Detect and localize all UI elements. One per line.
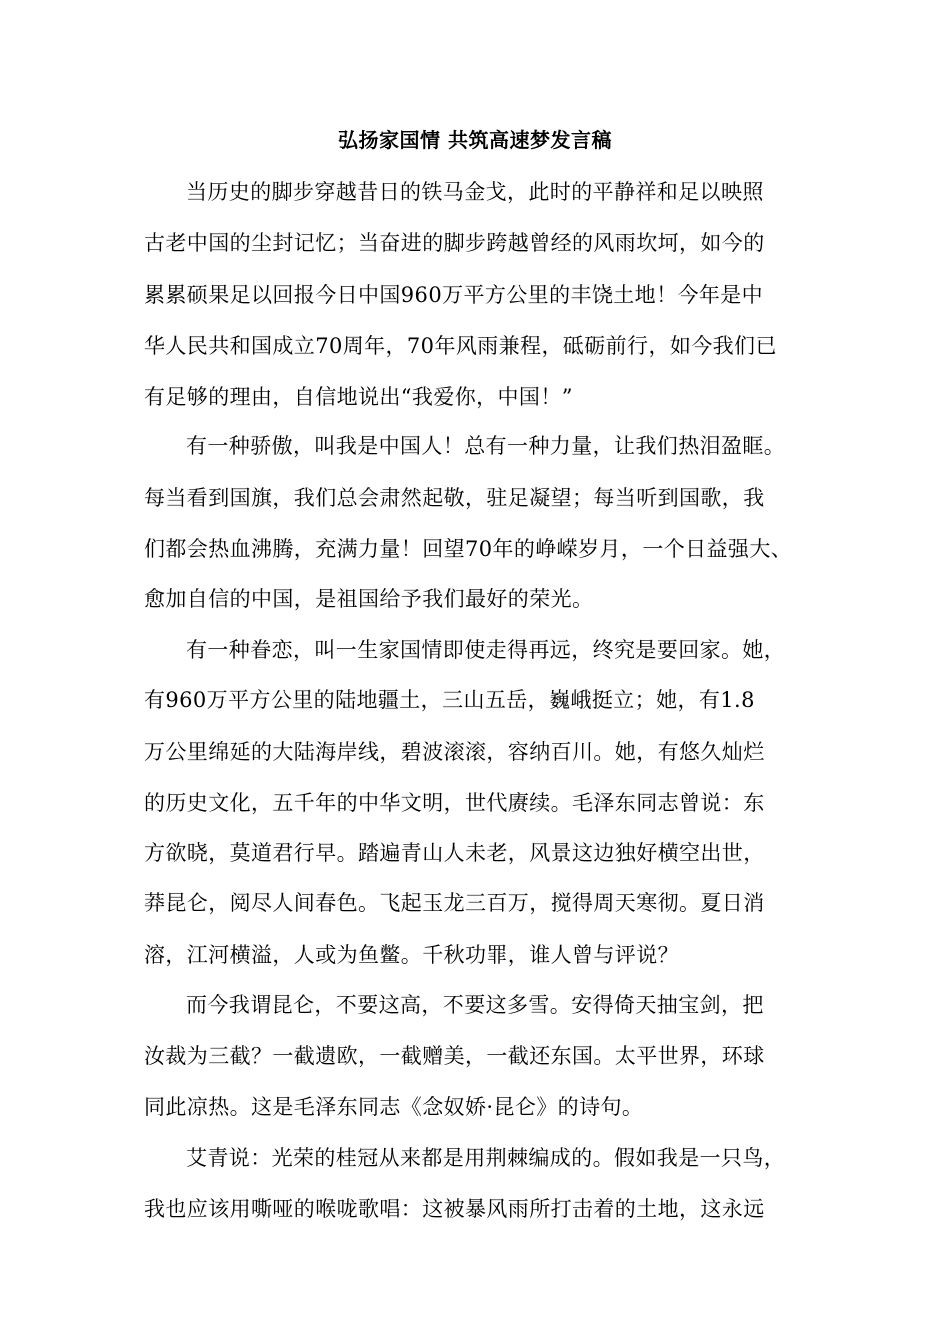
text-line: 们都会热血沸腾，充满力量！回望70年的峥嵘岁月，一个日益强大、 xyxy=(144,537,793,561)
text-line: 有一种眷恋，叫一生家国情即使走得再远，终究是要回家。她， xyxy=(186,638,786,662)
text-line: 当历史的脚步穿越昔日的铁马金戈，此时的平静祥和足以映照 xyxy=(186,180,764,204)
text-line: 华人民共和国成立70周年，70年风雨兼程，砥砺前行，如今我们已 xyxy=(144,334,777,358)
text-line: 累累硕果足以回报今日中国960万平方公里的丰饶土地！今年是中 xyxy=(144,283,764,307)
text-line: 有足够的理由，自信地说出“我爱你，中国！” xyxy=(144,385,573,409)
text-line: 每当看到国旗，我们总会肃然起敬，驻足凝望；每当听到国歌，我 xyxy=(144,486,765,510)
text-line: 方欲晓，莫道君行早。踏遍青山人未老，风景这边独好横空出世， xyxy=(144,841,765,865)
text-line: 的历史文化，五千年的中华文明，世代赓续。毛泽东同志曾说：东 xyxy=(144,791,765,815)
text-line: 莽昆仑，阅尽人间春色。飞起玉龙三百万，搅得周天寒彻。夏日消 xyxy=(144,891,765,915)
text-line: 汝裁为三截？一截遗欧，一截赠美，一截还东国。太平世界，环球 xyxy=(144,1044,765,1068)
text-line: 有一种骄傲，叫我是中国人！总有一种力量，让我们热泪盈眶。 xyxy=(186,434,786,458)
text-line: 万公里绵延的大陆海岸线，碧波滚滚，容纳百川。她，有悠久灿烂 xyxy=(144,740,765,764)
text-line: 我也应该用嘶哑的喉咙歌唱：这被暴风雨所打击着的土地，这永远 xyxy=(144,1197,765,1221)
text-line: 古老中国的尘封记忆；当奋进的脚步跨越曾经的风雨坎坷，如今的 xyxy=(144,231,765,255)
text-line: 而今我谓昆仑，不要这高，不要这多雪。安得倚天抽宝剑，把 xyxy=(186,993,764,1017)
document-title: 弘扬家国情 共筑高速梦发言稿 xyxy=(338,128,612,152)
text-line: 愈加自信的中国，是祖国给予我们最好的荣光。 xyxy=(144,587,594,611)
text-line: 有960万平方公里的陆地疆土，三山五岳，巍峨挺立；她，有1.8 xyxy=(144,688,755,712)
text-line: 溶，江河横溢，人或为鱼鳖。千秋功罪，谁人曾与评说？ xyxy=(144,943,679,967)
text-line: 艾青说：光荣的桂冠从来都是用荆棘编成的。假如我是一只鸟， xyxy=(186,1146,786,1170)
text-line: 同此凉热。这是毛泽东同志《念奴娇·昆仑》的诗句。 xyxy=(144,1095,644,1119)
